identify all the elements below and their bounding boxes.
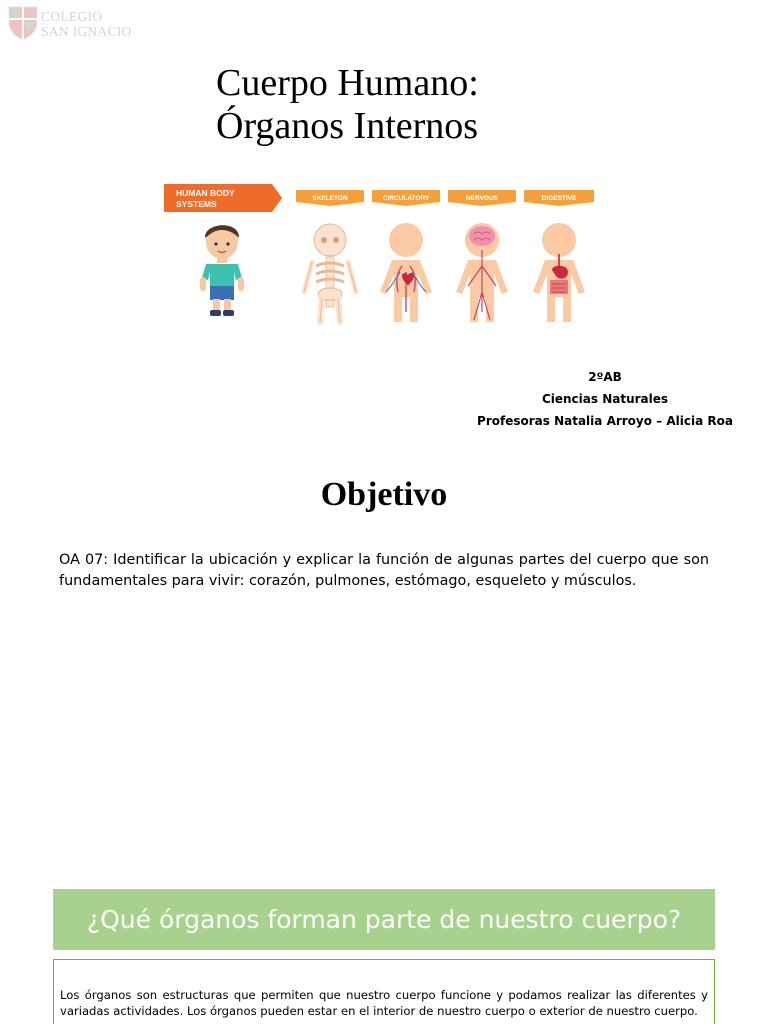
human-body-systems-label (164, 184, 282, 212)
system-label-text: NERVOUS (465, 195, 499, 202)
title-line2: Órganos Internos (216, 105, 479, 147)
course-info (470, 366, 740, 432)
system-label-nervous (448, 190, 516, 206)
intro-box (53, 959, 715, 1024)
objective-heading: Objetivo (320, 476, 448, 513)
page-title (216, 62, 596, 148)
digestive-figure (533, 223, 585, 322)
skeleton-figure (304, 224, 356, 322)
boy-figure (200, 225, 244, 316)
school-shield-icon (7, 5, 39, 41)
question-text: ¿Qué órganos forman parte de nuestro cuerpo? (86, 905, 682, 934)
system-label-text: DIGESTIVE (541, 195, 577, 202)
subject-label: Ciencias Naturales (541, 392, 669, 406)
nervous-figure (456, 223, 508, 322)
title-line1: Cuerpo Humano: (216, 62, 479, 104)
school-name (41, 9, 132, 39)
system-label-skeleton (296, 190, 364, 206)
school-name-line2: SAN IGNACIO (41, 24, 132, 39)
label-line1: HUMAN BODY (176, 188, 235, 198)
objective-text: OA 07: Identificar la ubicación y explicar la función de algunas partes del cuerpo que son fundamentales para vivir: corazón, pulmones, estómago, esqueleto y músculos. (59, 552, 709, 589)
system-label-digestive (524, 190, 594, 206)
circulatory-figure (380, 223, 432, 322)
system-label-text: CIRCULATORY (382, 195, 430, 202)
system-label-circulatory (372, 190, 440, 206)
intro-text: Los órganos son estructuras que permiten que nuestro cuerpo funcione y podamos realizar las diferentes y variadas actividades. Los órganos pueden estar en el interior de nuestro cuerpo o exterior de nuestro cuerpo. (60, 988, 708, 1018)
grade-label: 2ºAB (588, 370, 622, 384)
label-line2: SYSTEMS (176, 199, 217, 209)
school-logo (7, 5, 137, 45)
teachers-label: Profesoras Natalia Arroyo – Alicia Roa (477, 414, 733, 428)
question-banner (53, 889, 715, 950)
system-label-text: SKELETON (312, 195, 348, 202)
body-systems-illustration (164, 182, 596, 332)
school-name-line1: COLEGIO (41, 9, 103, 24)
